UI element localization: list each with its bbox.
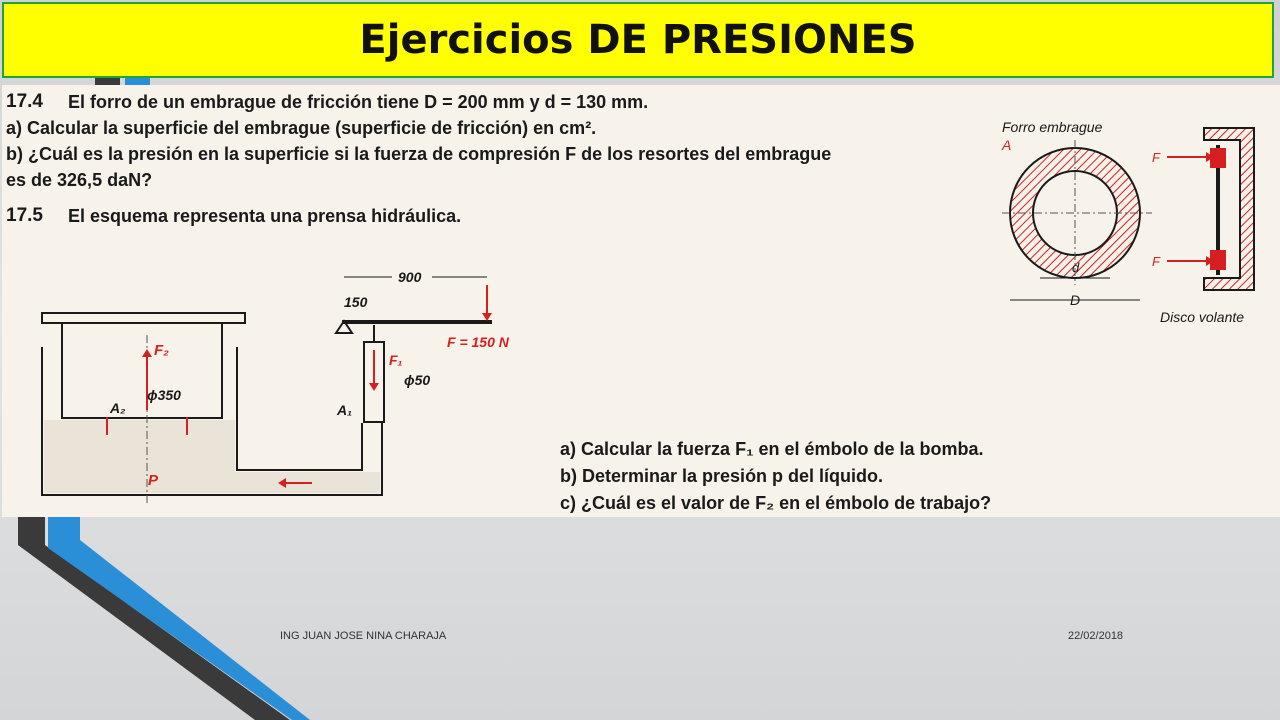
exercise-17-4-item-b-line1: b) ¿Cuál es la presión en la superficie si la fuerza de compresión F de los resortes del embrague (6, 144, 832, 164)
hydraulic-press-diagram (32, 255, 552, 515)
force-label-top: F (1152, 150, 1160, 165)
exercise-17-4-statement: El forro de un embrague de fricción tiene D = 200 mm y d = 130 mm. (68, 92, 649, 112)
a2-label: A₂ (110, 400, 126, 416)
exercise-17-4-item-b-line2: es de 326,5 daN? (6, 170, 153, 190)
work-piston (62, 323, 222, 418)
dim-900-label: 900 (398, 269, 422, 285)
slide-title: Ejercicios DE PRESIONES (359, 17, 917, 63)
fluid-large (44, 420, 235, 493)
clutch-lining-diagram (992, 110, 1280, 335)
exercise-17-5-item-b: b) Determinar la presión p del líquido. (560, 466, 884, 486)
exercise-17-5-item-c: c) ¿Cuál es el valor de F₂ en el émbolo de trabajo? (560, 493, 992, 513)
a1-label: A₁ (337, 402, 353, 418)
clutch-pad-bottom (1210, 250, 1226, 270)
exercise-17-4-number: 17.4 (6, 91, 43, 112)
scanned-exercise-page (2, 85, 1280, 517)
title-banner (2, 2, 1274, 78)
footer-date: 22/02/2018 (1068, 630, 1124, 642)
small-d-label: d (1072, 260, 1080, 275)
f1-label: F₁ (389, 352, 403, 368)
flywheel-label: Disco volante (1160, 309, 1245, 325)
clutch-pad-top (1210, 148, 1226, 168)
exercise-17-5-statement: El esquema representa una prensa hidráulica. (68, 206, 462, 226)
dim-150-label: 150 (344, 294, 368, 310)
force-label-bottom: F (1152, 254, 1160, 269)
big-d-label: D (1070, 292, 1081, 308)
lining-label: Forro embrague (1002, 119, 1103, 135)
p-label: P (148, 472, 159, 489)
force-f-arrowhead (482, 313, 492, 321)
dia-50-label: ϕ50 (404, 372, 431, 388)
force-f-label: F = 150 N (447, 334, 509, 350)
f2-label: F₂ (154, 342, 169, 359)
exercise-17-5-item-a: a) Calcular la fuerza F₁ en el émbolo de la bomba. (560, 439, 984, 459)
exercise-17-5-number: 17.5 (6, 205, 43, 226)
area-label: A (1002, 137, 1012, 153)
exercise-17-4-item-a: a) Calcular la superficie del embrague (superficie de fricción) en cm². (6, 118, 597, 138)
footer-author: ING JUAN JOSE NINA CHARAJA (280, 630, 447, 642)
work-plate (42, 313, 245, 323)
dia-350-label: ϕ350 (147, 387, 181, 403)
